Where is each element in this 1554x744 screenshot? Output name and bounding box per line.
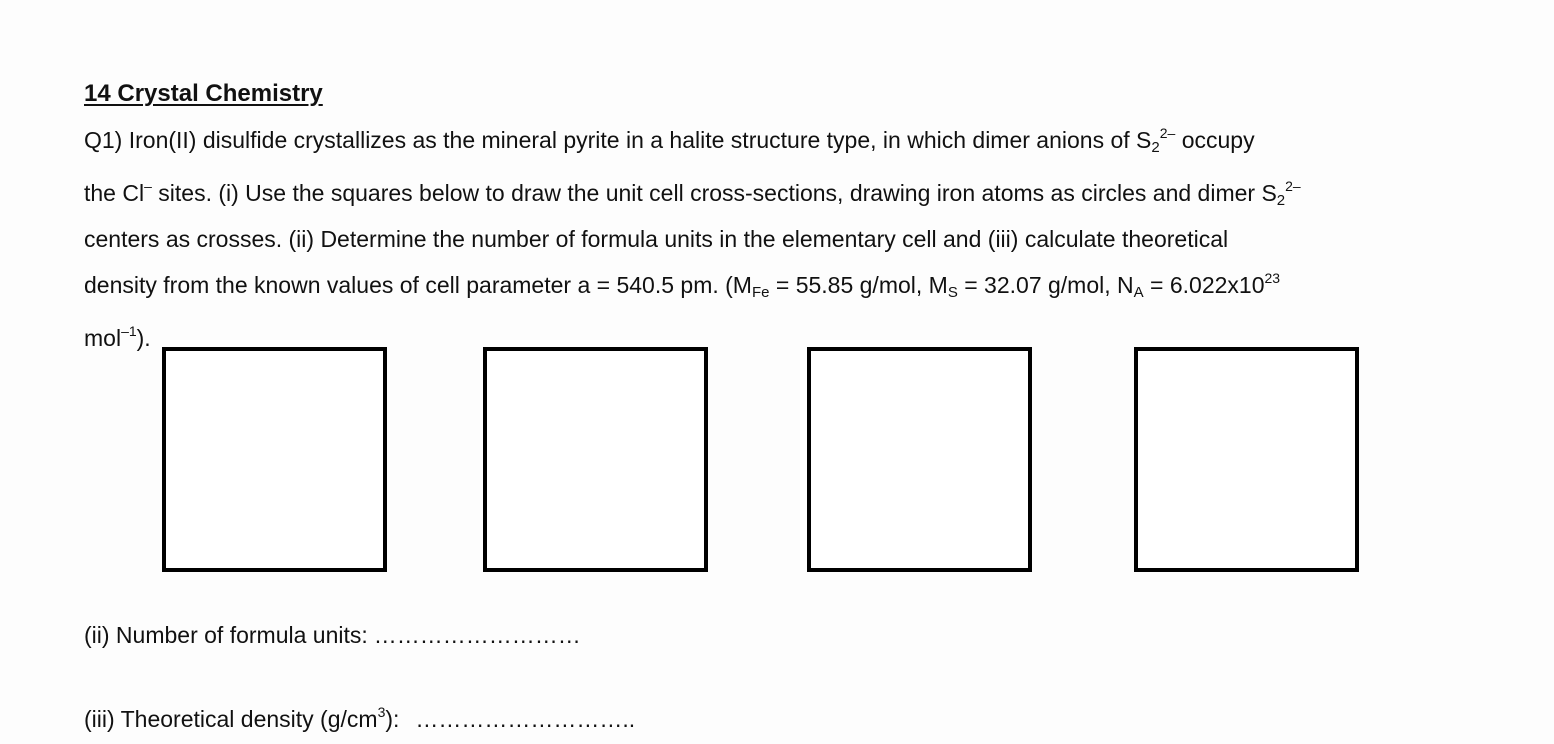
question-text — [84, 114, 1504, 358]
formula-units-label: (ii) Number of formula units: — [84, 622, 368, 648]
density-answer-line — [84, 697, 635, 734]
question-line-3: centers as crosses. (ii) Determine the number of formula units in the elementary cell and (iii) calculate theoretical — [84, 226, 1229, 252]
density-label: (iii) Theoretical density $(g/cm^3)$: — [84, 704, 400, 732]
question-line-5: mol$^{-1}$). — [84, 323, 151, 351]
cross-section-box-4[interactable] — [1134, 347, 1359, 572]
density-blank[interactable]: ……………………….. — [415, 706, 636, 732]
cross-section-box-2[interactable] — [483, 347, 708, 572]
question-line-2: the Cl– sites. (i) Use the squares below to draw the unit cell cross-sections, drawing iron atoms as circles and dimer $S_2^{2-}$ — [84, 178, 1301, 209]
unit-cell-drawing-area — [0, 347, 1554, 577]
cross-section-box-1[interactable] — [162, 347, 387, 572]
question-line-4: density from the known values of cell parameter a = 540.5 pm. ($M_{Fe} = 55.85$ g/mol, $M_S = 32.07$ g/mol, $N_A = 6.022x10^{23}$ — [84, 270, 1281, 301]
question-line-1: Q1) Iron(II) disulfide crystallizes as the mineral pyrite in a halite structure type, in which dimer anions of $S_2^{2-}$ occupy — [84, 125, 1255, 156]
formula-units-answer-line — [84, 620, 581, 650]
cross-section-box-3[interactable] — [807, 347, 1032, 572]
section-heading: 14 Crystal Chemistry — [84, 80, 323, 107]
formula-units-blank[interactable]: ……………………… — [373, 622, 581, 648]
